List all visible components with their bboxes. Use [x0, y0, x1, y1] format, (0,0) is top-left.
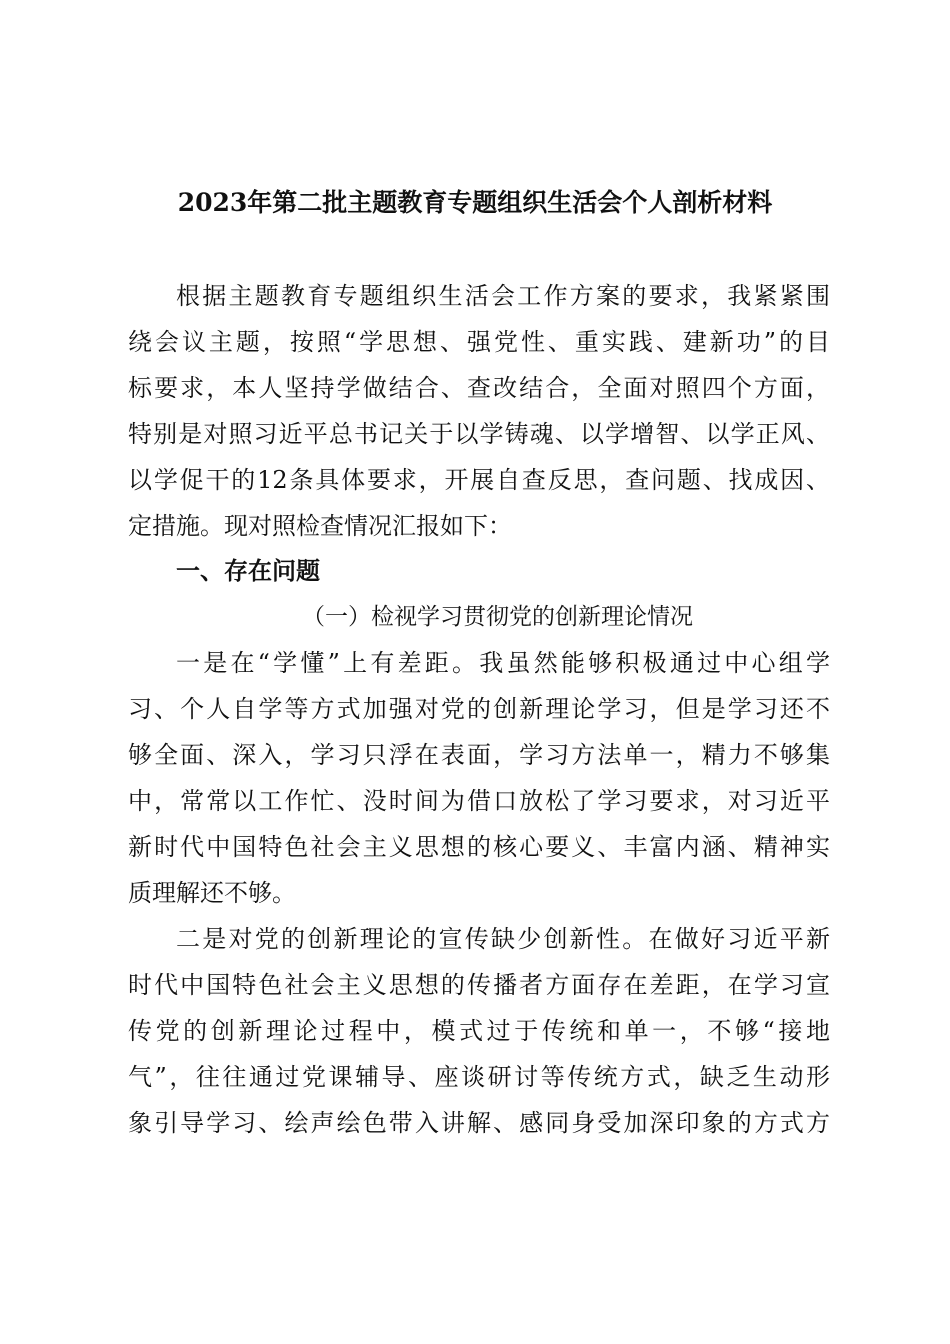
- paragraph-line: 新时代中国特色社会主义思想的核心要义、丰富内涵、精神实: [128, 833, 830, 861]
- paragraph-line: 质理解还不够。: [128, 879, 296, 907]
- paragraph-line: 时代中国特色社会主义思想的传播者方面存在差距，在学习宣: [128, 971, 830, 999]
- intro-line: 根据主题教育专题组织生活会工作方案的要求，我紧紧围: [176, 282, 830, 310]
- paragraph-line: 二是对党的创新理论的宣传缺少创新性。在做好习近平新: [176, 925, 830, 953]
- section-heading: 一、存在问题: [176, 557, 320, 585]
- paragraph-line: 象引导学习、绘声绘色带入讲解、感同身受加深印象的方式方: [128, 1109, 830, 1137]
- paragraph-line: 一是在“学懂”上有差距。我虽然能够积极通过中心组学: [176, 649, 830, 677]
- intro-line: 以学促干的12条具体要求，开展自查反思，查问题、找成因、: [128, 466, 830, 494]
- intro-line: 定措施。现对照检查情况汇报如下：: [128, 512, 512, 540]
- paragraph-line: 传党的创新理论过程中，模式过于传统和单一，不够“接地: [128, 1017, 830, 1045]
- paragraph-line: 够全面、深入，学习只浮在表面，学习方法单一，精力不够集: [128, 741, 830, 769]
- paragraph-line: 习、个人自学等方式加强对党的创新理论学习，但是学习还不: [128, 695, 830, 723]
- paragraph-line: 中，常常以工作忙、没时间为借口放松了学习要求，对习近平: [128, 787, 830, 815]
- subsection-heading: （一）检视学习贯彻党的创新理论情况: [302, 604, 693, 630]
- intro-line: 标要求，本人坚持学做结合、查改结合，全面对照四个方面，: [128, 374, 830, 402]
- intro-line: 绕会议主题，按照“学思想、强党性、重实践、建新功”的目: [128, 328, 830, 356]
- intro-line: 特别是对照习近平总书记关于以学铸魂、以学增智、以学正风、: [128, 420, 830, 448]
- document-title: 2023年第二批主题教育专题组织生活会个人剖析材料: [177, 188, 773, 217]
- paragraph-line: 气”，往往通过党课辅导、座谈研讨等传统方式，缺乏生动形: [128, 1063, 830, 1091]
